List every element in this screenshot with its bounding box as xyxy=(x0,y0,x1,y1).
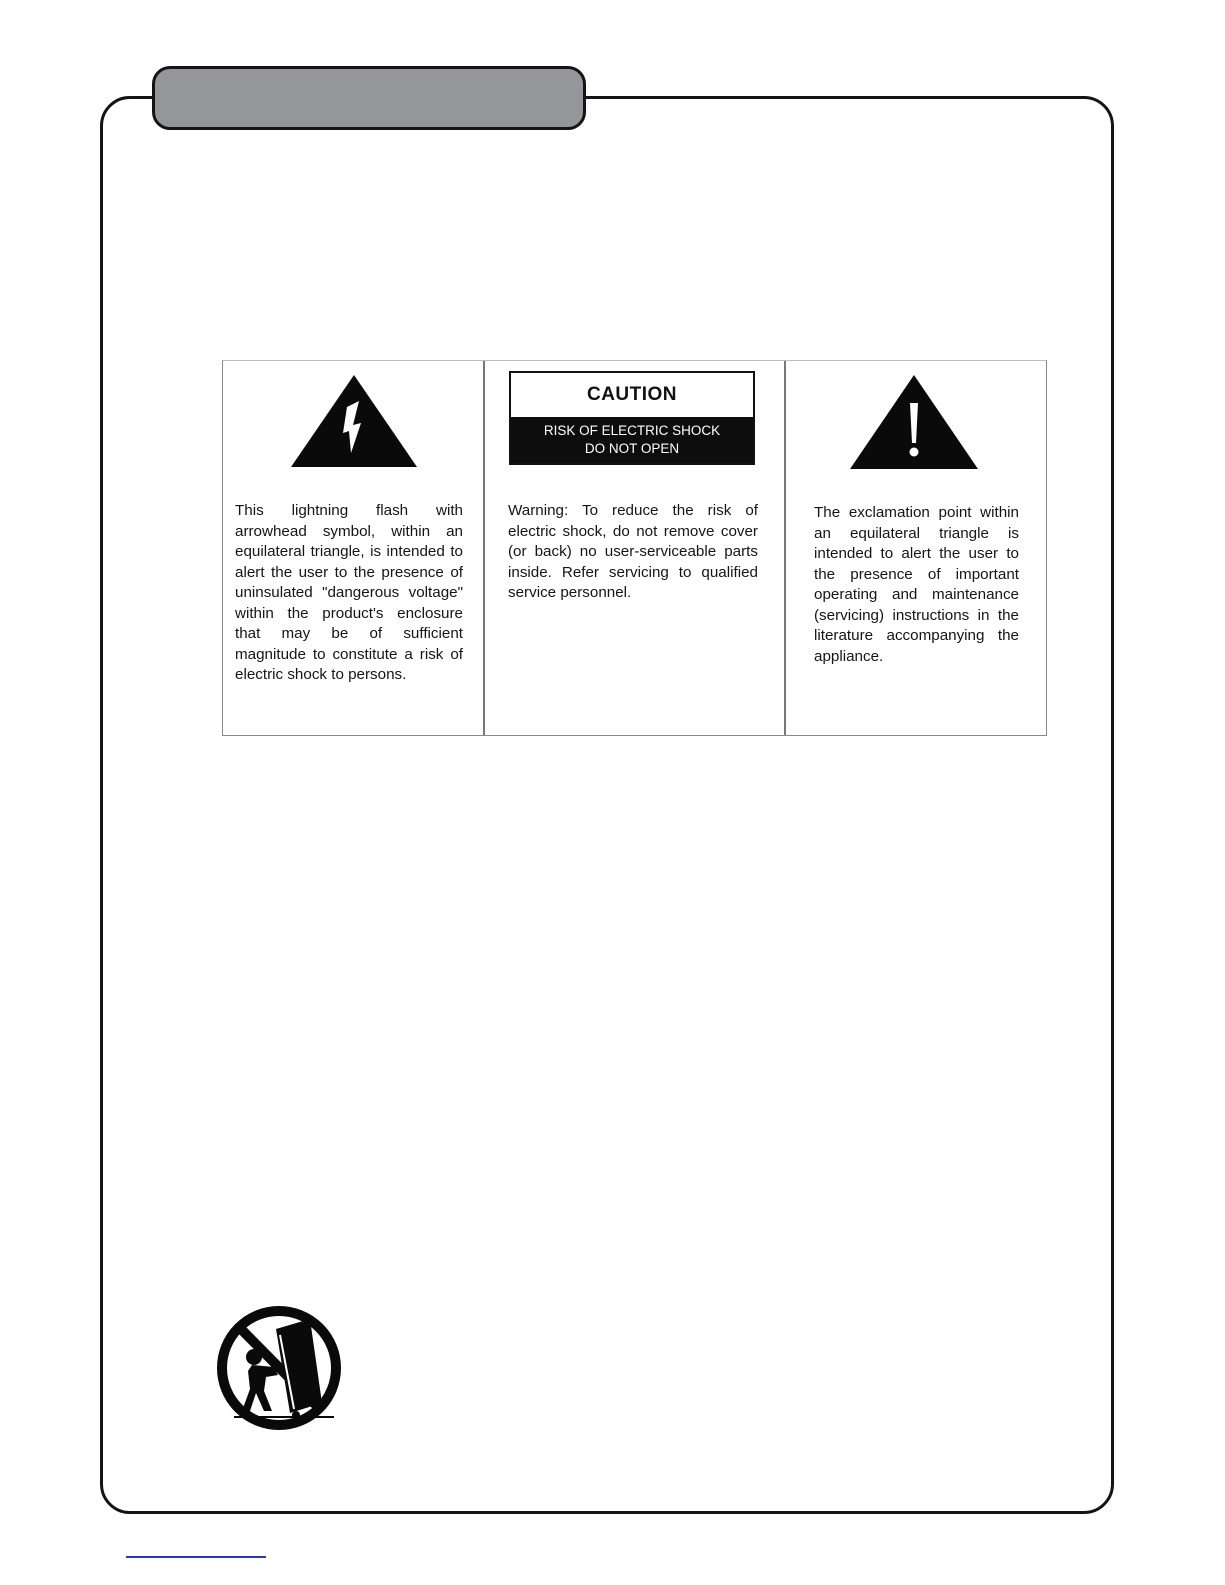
caution-title: CAUTION xyxy=(511,373,753,417)
caution-subtitle xyxy=(511,417,753,463)
caution-subtitle-line2: DO NOT OPEN xyxy=(584,441,680,456)
page-frame xyxy=(100,96,1114,1514)
lightning-triangle-icon xyxy=(289,373,419,469)
safety-symbols-table xyxy=(222,360,1047,736)
lightning-description: This lightning flash with arrowhead symbol, within an equilateral triangle, is intended to alert the user to the presence of uninsulated "dangerous voltage" within the product's enclosure that may be of sufficient magnitude to constitute a risk of electric shock to persons. xyxy=(235,502,463,683)
caution-label xyxy=(509,371,755,465)
footer-link-underline[interactable] xyxy=(126,1556,266,1558)
exclamation-description: The exclamation point within an equilateral triangle is intended to alert the user to the presence of important operating and maintenance (servicing) instructions in the literature accompanying the appliance. xyxy=(814,504,1019,665)
exclamation-triangle-icon xyxy=(848,373,980,471)
section-header-tab xyxy=(152,66,586,130)
no-cart-tip-over-icon xyxy=(214,1305,344,1431)
caution-subtitle-line1: RISK OF ELECTRIC SHOCK xyxy=(543,423,721,438)
caution-description: Warning: To reduce the risk of electric shock, do not remove cover (or back) no user-serviceable parts inside. Refer servicing to qualified service personnel. xyxy=(508,502,758,601)
caution-cell xyxy=(485,361,786,735)
lightning-symbol-cell xyxy=(223,361,485,735)
exclamation-symbol-cell xyxy=(786,361,1046,735)
